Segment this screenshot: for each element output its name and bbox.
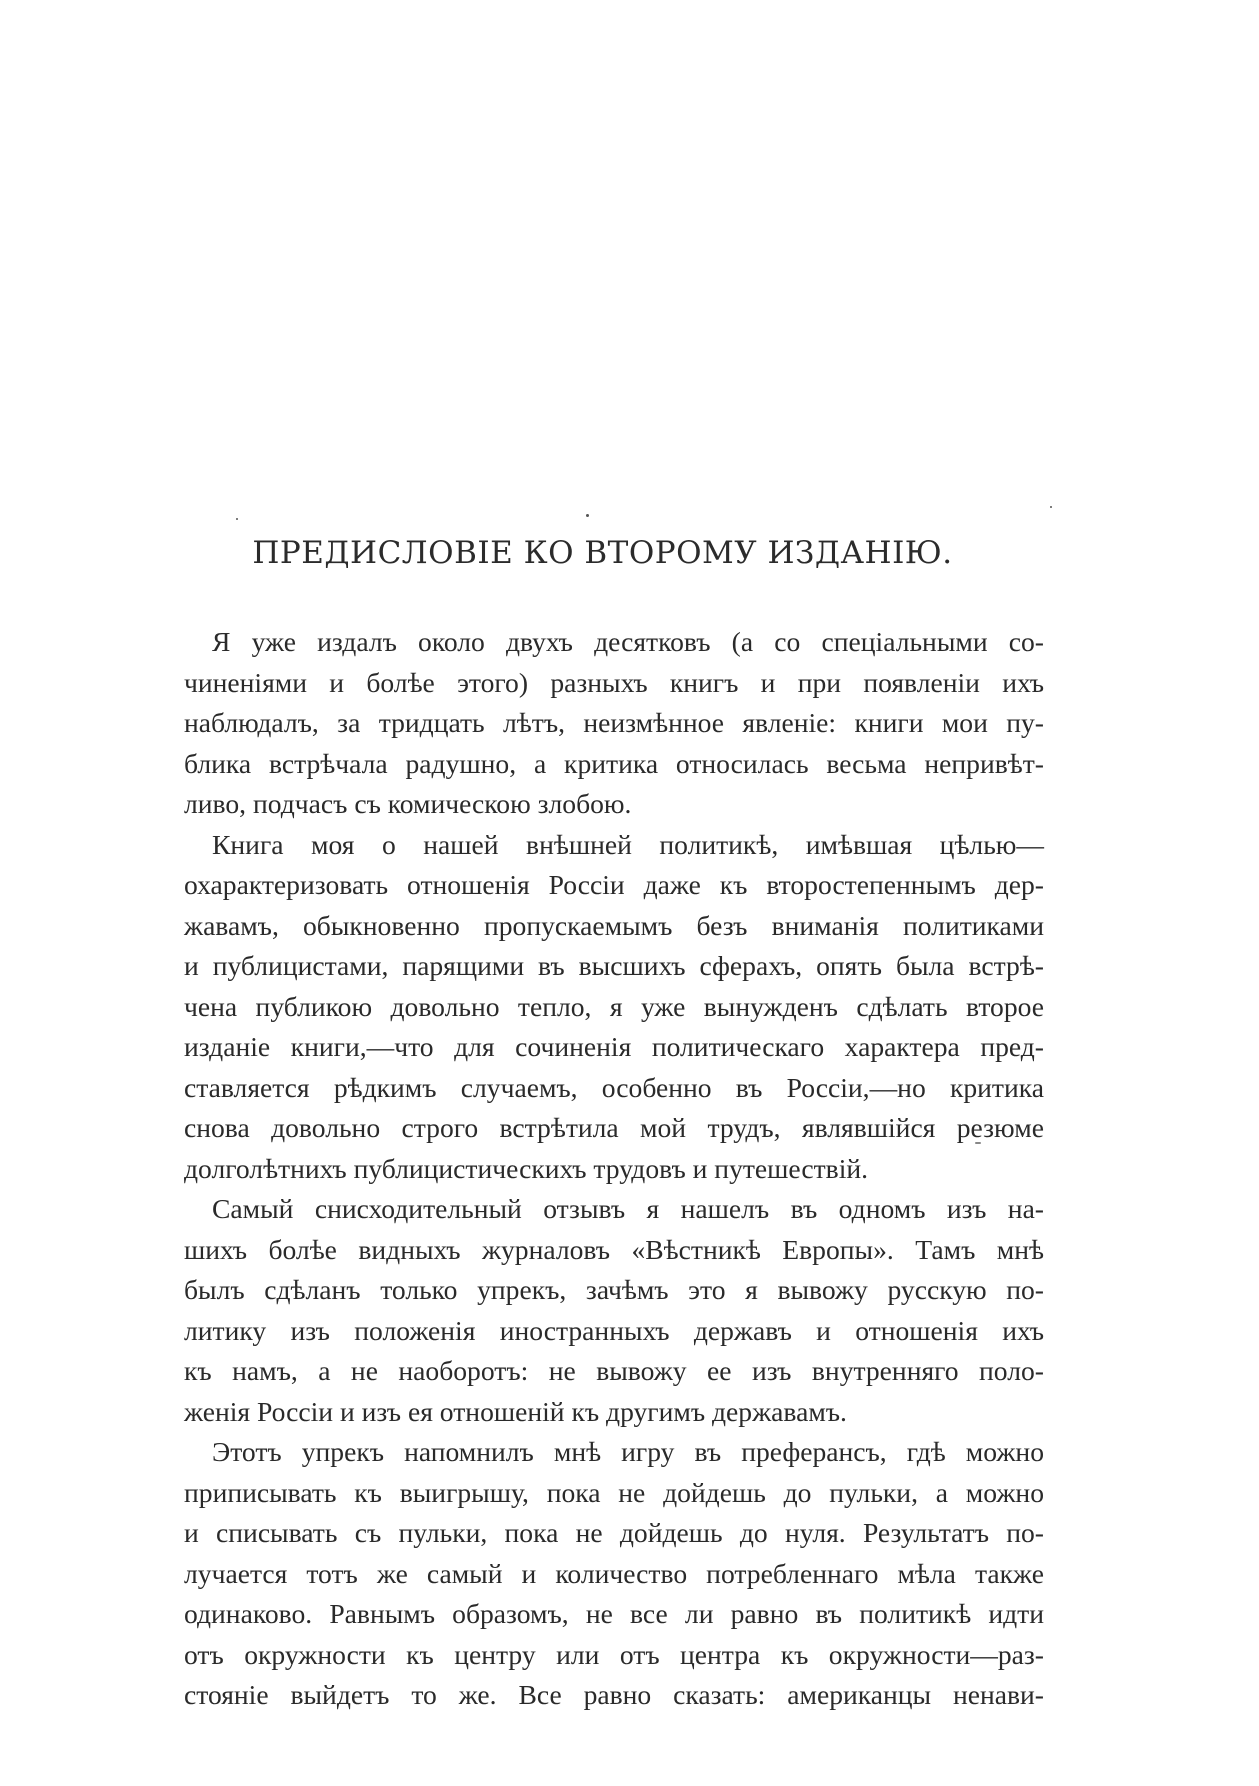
paragraph [184,622,1044,825]
paragraph [184,825,1044,1190]
print-speck [586,514,589,517]
text-line: чена публикою довольно тепло, я уже вынужденъ сдѣлать второе [184,990,1044,1022]
text-line: охарактеризовать отношенія Россіи даже къ второстепеннымъ дер- [184,869,1044,900]
text-line: стояніе выйдетъ то же. Все равно сказать: американцы ненави- [184,1679,1044,1710]
text-line: наблюдалъ, за тридцать лѣтъ, неизмѣнное явленіе: книги мои пу- [184,707,1044,738]
text-line: отъ окружности къ центру или отъ центра къ окружности—раз- [184,1638,1044,1670]
chapter-heading: ПРЕДИСЛОВІЕ КО ВТОРОМУ ИЗДАНІЮ. [252,535,953,571]
body-text [184,622,1044,1716]
text-line: ливо, подчасъ съ комическою злобою. [184,788,632,819]
text-line: ставляется рѣдкимъ случаемъ, особенно въ Россіи,—но критика [184,1071,1044,1103]
paragraph [184,1432,1044,1716]
text-line: снова довольно строго встрѣтила мой трудъ, являвшійся резюме [184,1112,1044,1143]
text-line: къ намъ, а не наоборотъ: не вывожу ее изъ внутренняго поло- [184,1355,1044,1386]
text-line: долголѣтнихъ публицистическихъ трудовъ и путешествій. [184,1152,869,1184]
text-line: блика встрѣчала радушно, а критика относилась весьма непривѣт- [184,747,1044,779]
text-line: женія Россіи и изъ ея отношеній къ другимъ державамъ. [184,1395,847,1427]
text-line: Книга моя о нашей внѣшней политикѣ, имѣвшая цѣлью— [212,828,1044,860]
print-speck [236,518,238,520]
text-line: лучается тотъ же самый и количество потребленнаго мѣла также [184,1557,1044,1589]
text-line: Я уже издалъ около двухъ десятковъ (а со спеціальными со- [212,626,1044,657]
text-line: Этотъ упрекъ напомнилъ мнѣ игру въ преферансъ, гдѣ можно [212,1436,1044,1467]
text-line: былъ сдѣланъ только упрекъ, зачѣмъ это я вывожу русскую по- [184,1274,1044,1305]
text-line: шихъ болѣе видныхъ журналовъ «Вѣстникѣ Европы». Тамъ мнѣ [184,1233,1044,1265]
paragraph [184,1189,1044,1432]
text-line: и публицистами, парящими въ высшихъ сферахъ, опять была встрѣ- [184,950,1044,981]
text-line: Самый снисходительный отзывъ я нашелъ въ одномъ изъ на- [212,1193,1044,1224]
text-line: одинаково. Равнымъ образомъ, не все ли равно въ политикѣ идти [184,1598,1044,1629]
text-line: изданіе книги,—что для сочиненія политическаго характера пред- [184,1031,1044,1062]
text-line: приписывать къ выигрышу, пока не дойдешь до пульки, а можно [184,1476,1044,1508]
print-speck [1050,506,1052,508]
text-line: чиненіями и болѣе этого) разныхъ книгъ и при появленіи ихъ [184,666,1044,698]
text-line: жавамъ, обыкновенно пропускаемымъ безъ вниманія политиками [184,909,1044,941]
text-line: и списывать съ пульки, пока не дойдешь до нуля. Результатъ по- [184,1517,1044,1548]
text-line: литику изъ положенія иностранныхъ державъ и отношенія ихъ [184,1314,1044,1346]
